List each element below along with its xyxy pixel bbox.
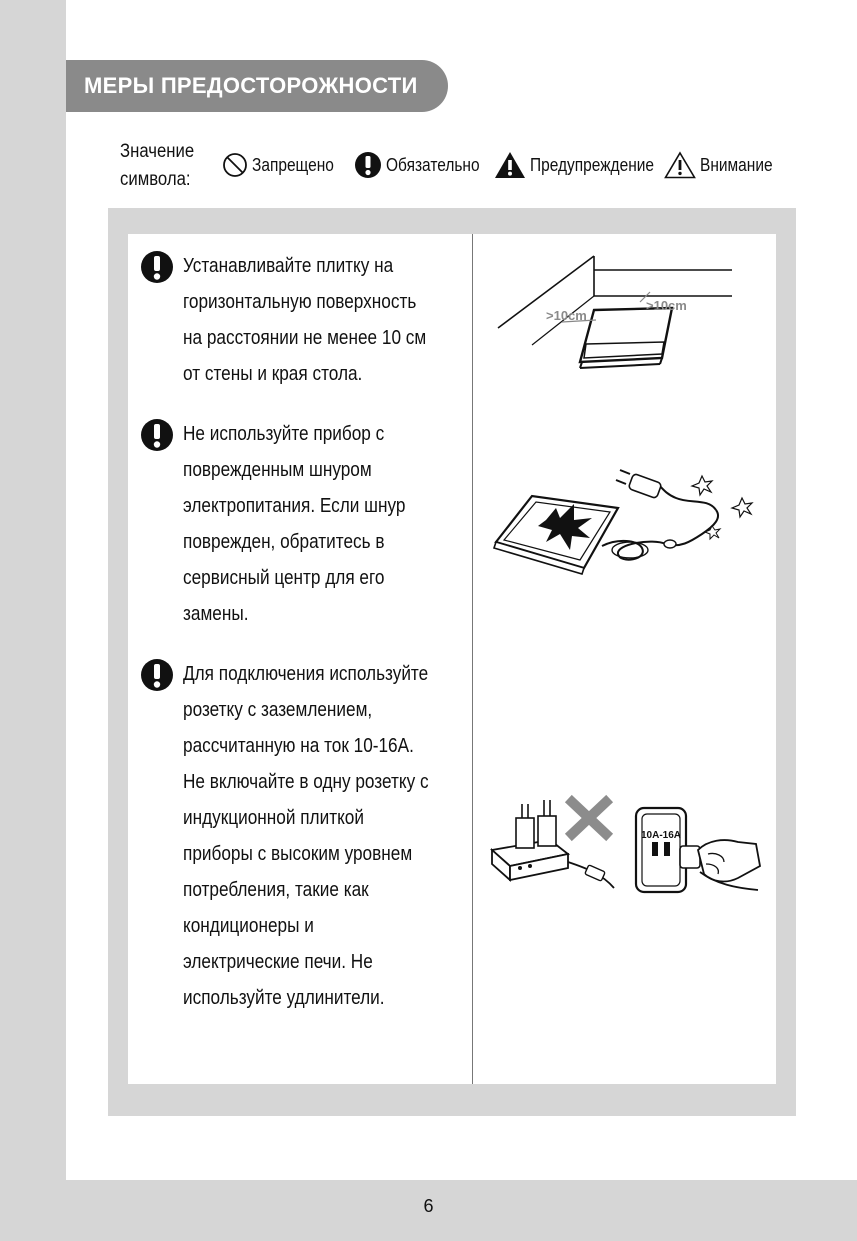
legend-item-label: Обязательно bbox=[386, 154, 480, 175]
distance-label-right: >10cm bbox=[646, 298, 687, 313]
prohibited-cross-icon bbox=[572, 802, 606, 834]
prohibited-icon bbox=[222, 152, 248, 178]
legend-item-mandatory bbox=[354, 150, 495, 180]
caution-outline-icon bbox=[664, 151, 696, 179]
legend-item-label: Предупреждение bbox=[530, 154, 655, 175]
mandatory-icon bbox=[140, 658, 174, 692]
precaution-text: Для подключения используйте розетку с заземлением, рассчитанную на ток 10-16А. Не включайте в одну розетку с индукционной плиткой приборы с высоким уровнем потребления, такие как кондиционеры и электрические печи. Не используйте удлинители. bbox=[183, 663, 429, 1009]
column-divider bbox=[472, 234, 473, 1084]
cooktop-icon bbox=[580, 308, 672, 368]
precaution-text: Устанавливайте плитку на горизонтальную поверхность на расстоянии не менее 10 см от стены и края стола. bbox=[183, 255, 427, 385]
mandatory-icon bbox=[354, 151, 382, 179]
legend-label: Значение символа: bbox=[120, 141, 195, 190]
legend-item-warning bbox=[494, 150, 674, 180]
title-banner bbox=[66, 60, 448, 112]
spark-icon bbox=[705, 526, 720, 539]
hand-plug-icon bbox=[680, 840, 760, 890]
legend-item-label: Внимание bbox=[700, 154, 773, 175]
symbol-legend bbox=[120, 138, 800, 198]
plug-icon bbox=[616, 470, 662, 499]
mandatory-icon bbox=[140, 250, 174, 284]
legend-item-caution bbox=[664, 150, 784, 180]
spark-icon bbox=[732, 498, 752, 517]
page-title: МЕРЫ ПРЕДОСТОРОЖНОСТИ bbox=[84, 73, 418, 98]
page-number: 6 bbox=[423, 1196, 434, 1216]
distance-label-left: >10cm bbox=[546, 308, 587, 323]
left-margin-bar bbox=[0, 0, 66, 1241]
damaged-cord-illustration bbox=[490, 468, 762, 580]
warning-filled-icon bbox=[494, 151, 526, 179]
legend-item-prohibited bbox=[222, 150, 347, 180]
socket-illustration bbox=[486, 794, 768, 898]
spark-icon bbox=[692, 476, 712, 495]
mandatory-icon bbox=[140, 418, 174, 452]
legend-item-label: Запрещено bbox=[252, 154, 334, 175]
precaution-text: Не используйте прибор с поврежденным шнуром электропитания. Если шнур поврежден, обратитесь в сервисный центр для его замены. bbox=[183, 423, 406, 625]
distance-illustration bbox=[492, 250, 742, 380]
socket-rating-label: 10A-16A bbox=[640, 830, 682, 841]
wall-socket-icon bbox=[636, 808, 686, 892]
